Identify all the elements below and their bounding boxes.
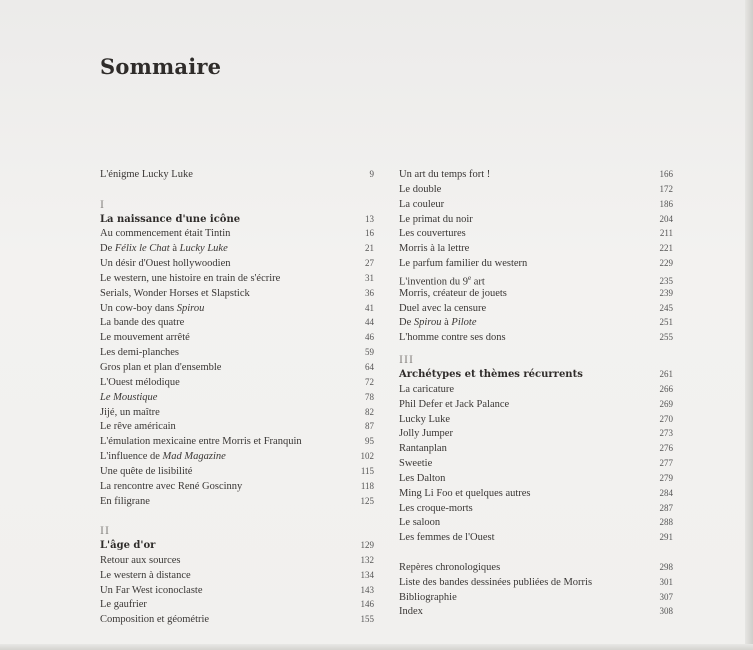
- toc-entry-label: Une quête de lisibilité: [100, 465, 193, 477]
- part-heading-page: 13: [365, 213, 374, 224]
- toc-entry-page: 78: [365, 391, 374, 402]
- toc-entry-page: 155: [360, 614, 374, 625]
- toc-entry-page: 64: [365, 361, 374, 372]
- toc-entry-page: 239: [659, 287, 673, 298]
- toc-entry-page: 186: [659, 198, 673, 209]
- toc-entry-label: Les femmes de l'Ouest: [399, 532, 495, 544]
- toc-entry-label: Retour aux sources: [100, 554, 181, 566]
- toc-entry-label: [399, 316, 477, 331]
- toc-entry[interactable]: [399, 426, 673, 441]
- toc-entry-label: Le rêve américain: [100, 421, 176, 433]
- toc-entry[interactable]: [100, 301, 374, 316]
- toc-entry-page: 277: [659, 458, 673, 469]
- toc-entry[interactable]: [399, 256, 673, 271]
- toc-entry-label: L'énigme Lucky Luke: [100, 169, 193, 180]
- toc-entry-page: 21: [365, 243, 374, 254]
- toc-entry[interactable]: [399, 286, 673, 301]
- toc-entry-page: 279: [659, 472, 673, 483]
- toc-entry-page: 125: [360, 495, 374, 506]
- toc-entry-label: En filigrane: [100, 495, 150, 507]
- toc-entry-label: Les couvertures: [399, 228, 466, 240]
- toc-entry-page: 31: [365, 272, 374, 283]
- toc-column-left: [100, 167, 374, 627]
- toc-entry-label: [100, 391, 157, 406]
- toc-entry[interactable]: [399, 226, 673, 241]
- toc-entry[interactable]: [399, 530, 673, 545]
- toc-entry[interactable]: [399, 167, 673, 182]
- page-edge-bottom: [0, 644, 753, 650]
- toc-entry-label: Le parfum familier du western: [399, 258, 528, 270]
- toc-entry[interactable]: [100, 345, 374, 360]
- toc-entry[interactable]: [100, 464, 374, 479]
- toc-entry-page: 288: [659, 517, 673, 528]
- part1-entries: [100, 226, 374, 508]
- spacer: [100, 182, 374, 197]
- toc-entry-page: 211: [659, 228, 673, 239]
- toc-entry-page: 229: [659, 258, 673, 269]
- toc-entry-page: 287: [659, 502, 673, 513]
- spacer: [399, 345, 673, 352]
- toc-entry-label: Le western à distance: [100, 569, 191, 581]
- toc-entry[interactable]: [399, 241, 673, 256]
- toc-entry-label: Morris, créateur de jouets: [399, 287, 507, 299]
- label-text: L'invention du 9: [399, 276, 468, 288]
- label-italic: Félix le Chat: [114, 243, 170, 255]
- toc-entry-label: [100, 242, 228, 257]
- toc-entry-label: Le mouvement arrêté: [100, 332, 190, 344]
- toc-entry-page: 245: [659, 302, 673, 313]
- toc-entry-page: 221: [659, 243, 673, 254]
- toc-entry-label: Serials, Wonder Horses et Slapstick: [100, 287, 250, 299]
- toc-entry-label: Index: [399, 606, 423, 618]
- toc-entry-label: L'Ouest mélodique: [100, 376, 180, 388]
- toc-entry[interactable]: [100, 583, 374, 598]
- part-heading-label: L'âge d'or: [100, 540, 156, 552]
- toc-entry[interactable]: [399, 315, 673, 330]
- label-italic: Spirou: [176, 302, 205, 314]
- toc-entry-label: Phil Defer et Jack Palance: [399, 398, 510, 410]
- toc-entry-label: Le double: [399, 183, 442, 195]
- toc-entry-page: 269: [659, 398, 673, 409]
- toc-entry-label: Lucky Luke: [399, 413, 451, 425]
- toc-entry-label: Jolly Jumper: [399, 428, 453, 440]
- toc-entry-label: Un Far West iconoclaste: [100, 584, 203, 596]
- part-heading[interactable]: [399, 367, 673, 382]
- toc-entry-page: 46: [365, 332, 374, 343]
- label-text: à: [441, 317, 452, 329]
- toc-entry[interactable]: [100, 434, 374, 449]
- toc-entry[interactable]: [399, 486, 673, 501]
- toc-entry-label: Les demi-planches: [100, 347, 180, 359]
- toc-entry-page: 36: [365, 287, 374, 298]
- toc-entry[interactable]: [100, 390, 374, 405]
- part2-entries: [100, 553, 374, 627]
- toc-entry-page: 59: [365, 347, 374, 358]
- label-italic: Mad Magazine: [162, 451, 226, 463]
- appendix-entries: [399, 560, 673, 619]
- toc-entry[interactable]: [399, 182, 673, 197]
- toc-entry-label: Le primat du noir: [399, 213, 473, 225]
- part-numeral: III: [399, 352, 414, 367]
- toc-entry-label: Le western, une histoire en train de s'écrire: [100, 272, 281, 284]
- toc-entry-page: 118: [360, 480, 374, 491]
- toc-entry-page: 27: [365, 258, 374, 269]
- toc-entry-label: L'homme contre ses dons: [399, 332, 506, 344]
- toc-entry-label: Duel avec la censure: [399, 302, 487, 314]
- toc-entry[interactable]: [100, 360, 374, 375]
- toc-entry[interactable]: [399, 412, 673, 427]
- toc-entry-page: 102: [360, 451, 374, 462]
- toc-entry[interactable]: [100, 315, 374, 330]
- toc-entry-page: 307: [659, 591, 673, 602]
- toc-entry[interactable]: [100, 553, 374, 568]
- toc-entry-page: 82: [365, 406, 374, 417]
- part-heading[interactable]: [100, 212, 374, 227]
- toc-entry-page: 276: [659, 443, 673, 454]
- toc-entry[interactable]: [399, 560, 673, 575]
- toc-entry-page: 251: [659, 317, 673, 328]
- toc-entry-page: 87: [365, 421, 374, 432]
- toc-entry[interactable]: [100, 286, 374, 301]
- toc-entry-label: La bande des quatre: [100, 317, 185, 329]
- toc-entry[interactable]: [100, 419, 374, 434]
- label-italic: Le Moustique: [100, 391, 158, 403]
- toc-entry[interactable]: [399, 590, 673, 605]
- toc-entry[interactable]: [100, 405, 374, 420]
- label-superscript: e: [467, 273, 472, 282]
- toc-entry-page: 172: [659, 183, 673, 194]
- toc-entry[interactable]: [100, 612, 374, 627]
- toc-entry-page: 146: [360, 599, 374, 610]
- toc-entry-page: 16: [365, 228, 374, 239]
- toc-entry[interactable]: [399, 441, 673, 456]
- toc-entry-label: Sweetie: [399, 458, 433, 470]
- spacer: [399, 545, 673, 560]
- toc-entry-page: 291: [659, 532, 673, 543]
- toc-entry-page: 235: [659, 276, 673, 287]
- toc-entry-page: 298: [659, 561, 673, 572]
- toc-entry[interactable]: [100, 226, 374, 241]
- toc-entry-page: 72: [365, 376, 374, 387]
- toc-entry-page: 44: [365, 317, 374, 328]
- toc-entry-label: Ming Li Foo et quelques autres: [399, 487, 531, 499]
- toc-entry-label: Un désir d'Ouest hollywoodien: [100, 258, 231, 270]
- toc-entry-page: 134: [360, 569, 374, 580]
- toc-entry[interactable]: [100, 375, 374, 390]
- toc-entry[interactable]: [100, 568, 374, 583]
- toc-entry-label: Repères chronologiques: [399, 561, 501, 573]
- toc-entry[interactable]: [399, 301, 673, 316]
- toc-entry[interactable]: [399, 515, 673, 530]
- label-text: art: [471, 276, 485, 288]
- toc-entry-page: 166: [659, 169, 673, 179]
- toc-entry[interactable]: [399, 271, 673, 286]
- toc-entry[interactable]: [100, 494, 374, 509]
- label-text: De: [100, 243, 115, 255]
- spacer: [100, 508, 374, 523]
- toc-entry[interactable]: [399, 604, 673, 619]
- toc-entry-page: 204: [659, 213, 673, 224]
- toc-entry[interactable]: [100, 241, 374, 256]
- toc-entry-label: Les croque-morts: [399, 502, 473, 514]
- toc-entry[interactable]: [399, 212, 673, 227]
- label-italic: Spirou: [413, 317, 442, 329]
- part2-continued-entries: [399, 167, 673, 345]
- toc-entry[interactable]: [399, 330, 673, 345]
- toc-entry-page: 284: [659, 487, 673, 498]
- toc-entry-label: Jijé, un maître: [100, 406, 160, 418]
- part3-entries: [399, 382, 673, 545]
- label-text: De: [399, 317, 414, 329]
- toc-entry-label: Gros plan et plan d'ensemble: [100, 361, 222, 373]
- toc-entry-label: Rantanplan: [399, 443, 447, 455]
- toc-entry-label: Liste des bandes dessinées publiées de Morris: [399, 576, 593, 588]
- toc-entry[interactable]: [100, 271, 374, 286]
- toc-entry[interactable]: [399, 575, 673, 590]
- toc-column-right: [399, 167, 673, 619]
- toc-entry-page: 273: [659, 428, 673, 439]
- part-heading-label: Archétypes et thèmes récurrents: [399, 368, 583, 380]
- toc-entry[interactable]: [100, 597, 374, 612]
- toc-entry-label: [100, 450, 226, 465]
- toc-entry-label: Le saloon: [399, 517, 441, 529]
- toc-entry-page: 132: [360, 554, 374, 565]
- label-italic: Lucky Luke: [179, 243, 228, 255]
- toc-entry[interactable]: [100, 449, 374, 464]
- part-heading-label: La naissance d'une icône: [100, 213, 241, 225]
- toc-entry-label: La rencontre avec René Goscinny: [100, 480, 243, 492]
- toc-entry-label: Bibliographie: [399, 591, 457, 603]
- label-text: Un cow-boy dans: [100, 302, 177, 314]
- part-heading-page: 129: [360, 540, 374, 551]
- toc-entry-label: [100, 302, 204, 317]
- part-heading-page: 261: [659, 368, 673, 379]
- toc-entry[interactable]: [100, 330, 374, 345]
- toc-entry-page: 270: [659, 413, 673, 424]
- toc-entry-label: La caricature: [399, 383, 455, 395]
- page-edge-right: [745, 0, 753, 650]
- page-title: Sommaire: [100, 54, 222, 79]
- part-numeral: I: [100, 196, 105, 211]
- toc-entry-label: Le gaufrier: [100, 599, 147, 611]
- toc-entry-page: 255: [659, 332, 673, 343]
- label-italic: Pilote: [451, 317, 477, 329]
- toc-entry-label: Au commencement était Tintin: [100, 228, 231, 240]
- label-text: L'influence de: [100, 451, 163, 463]
- toc-entry[interactable]: [399, 397, 673, 412]
- toc-entry[interactable]: [100, 256, 374, 271]
- toc-entry[interactable]: [399, 197, 673, 212]
- toc-entry-page: 266: [659, 383, 673, 394]
- toc-entry[interactable]: [399, 471, 673, 486]
- toc-entry-page: 9: [369, 169, 374, 179]
- part-numeral: II: [100, 523, 110, 538]
- toc-entry-label: Les Dalton: [399, 472, 446, 484]
- toc-entry-page: 308: [659, 606, 673, 617]
- toc-entry[interactable]: [399, 501, 673, 516]
- toc-entry-page: 41: [365, 302, 374, 313]
- toc-entry-label: Composition et géométrie: [100, 614, 210, 626]
- part-heading[interactable]: [100, 538, 374, 553]
- toc-entry-page: 143: [360, 584, 374, 595]
- label-text: à: [169, 243, 180, 255]
- toc-entry[interactable]: [100, 479, 374, 494]
- toc-entry[interactable]: [100, 167, 374, 182]
- toc-entry-label: Morris à la lettre: [399, 243, 470, 255]
- toc-entry-page: 95: [365, 436, 374, 447]
- toc-entry[interactable]: [399, 456, 673, 471]
- toc-entry-page: 115: [360, 465, 374, 476]
- toc-entry[interactable]: [399, 382, 673, 397]
- toc-entry-page: 301: [659, 576, 673, 587]
- toc-entry-label: La couleur: [399, 198, 445, 210]
- toc-entry-label: Un art du temps fort !: [399, 169, 491, 180]
- toc-entry-label: L'émulation mexicaine entre Morris et Franquin: [100, 436, 302, 448]
